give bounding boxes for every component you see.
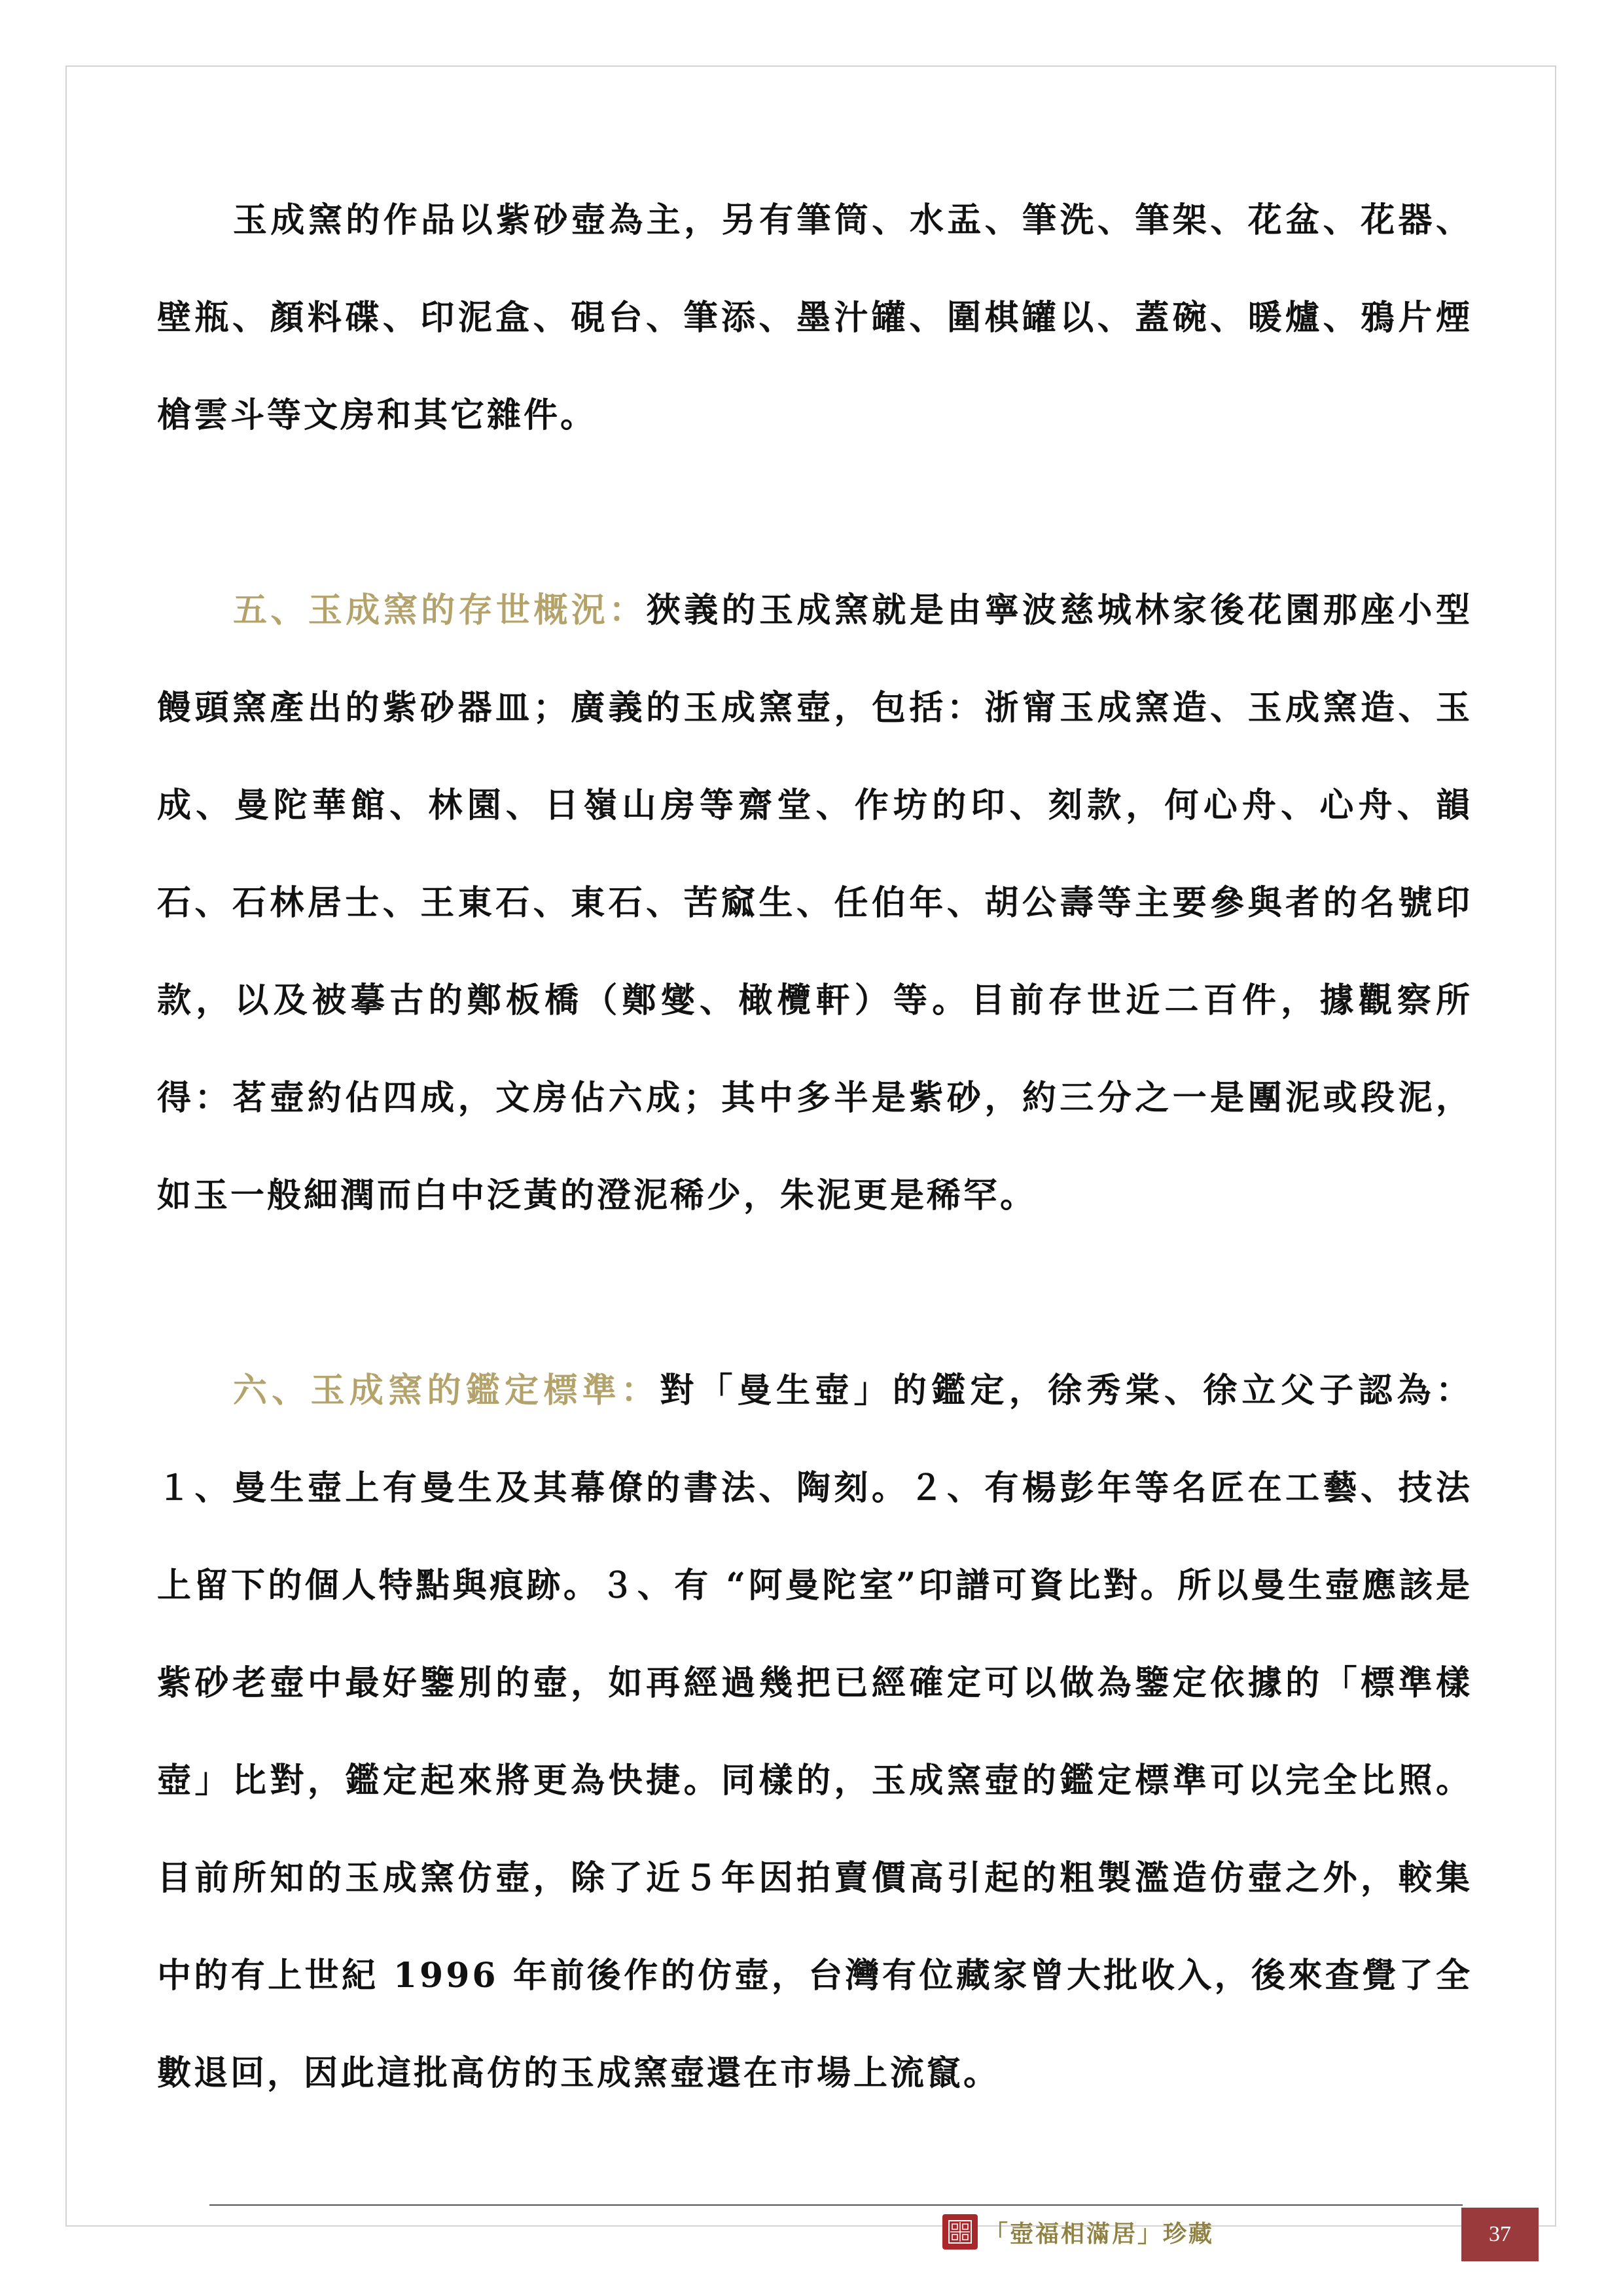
paragraph-text: 狹義的玉成窯就是由寧波慈城林家後花園那座小型饅頭窯產出的紫砂器皿；廣義的玉成窯壺，包括：浙甯玉成窯造、玉成窯造、玉成、曼陀華館、林園、日嶺山房等齋堂、作坊的印、刻款，何心舟、心舟、韻石、石林居士、王東石、東石、苦窳生、任伯年、胡公壽等主要參與者的名號印款，以及被摹古的鄭板橋（鄭燮、橄欖軒）等。目前存世近二百件，據觀察所得：茗壺約佔四成，文房佔六成；其中多半是紫砂，約三分之一是團泥或段泥，如玉一般細潤而白中泛黃的澄泥稀少，朱泥更是稀罕。 [157, 590, 1472, 1215]
paragraph-text: 對「曼生壺」的鑑定，徐秀棠、徐立父子認為：１、曼生壺上有曼生及其幕僚的書法、陶刻。２、有楊彭年等名匠在工藝、技法上留下的個人特點與痕跡。３、有 “阿曼陀室”印譜可資比對。所以曼生壺應該是紫砂老壺中最好鑒別的壺，如再經過幾把已經確定可以做為鑒定依據的「標準樣壺」比對，鑑定起來將更為快捷。同樣的，玉成窯壺的鑑定標準可以完全比照。目前所知的玉成窯仿壺，除了近５年因拍賣價高引起的粗製濫造仿壺之外，較集中的有上世紀 1996 年前後作的仿壺，台灣有位藏家曾大批收入，後來查覺了全數退回，因此這批高仿的玉成窯壺還在市場上流竄。 [157, 1371, 1472, 2093]
footer-divider [209, 2204, 1463, 2206]
paragraph-existing-status [157, 562, 1472, 1244]
footer-brand-text: 「壺福相滿居」珍藏 [984, 2219, 1215, 2248]
page-number: 37 [1461, 2208, 1539, 2261]
paragraph-works [157, 171, 1472, 464]
paragraph-text: 玉成窯的作品以紫砂壺為主，另有筆筒、水盂、筆洗、筆架、花盆、花器、壁瓶、顏料碟、印泥盒、硯台、筆添、墨汁罐、圍棋罐以、蓋碗、暖爐、鴉片煙槍雲斗等文房和其它雜件。 [157, 200, 1472, 435]
section-heading-6: 六、玉成窯的鑑定標準： [233, 1371, 660, 1410]
document-body [157, 171, 1472, 2122]
seal-stamp-icon [942, 2214, 978, 2250]
section-heading-5: 五、玉成窯的存世概況： [233, 590, 647, 630]
footer-brand [942, 2212, 1214, 2251]
paragraph-identification [157, 1342, 1472, 2122]
